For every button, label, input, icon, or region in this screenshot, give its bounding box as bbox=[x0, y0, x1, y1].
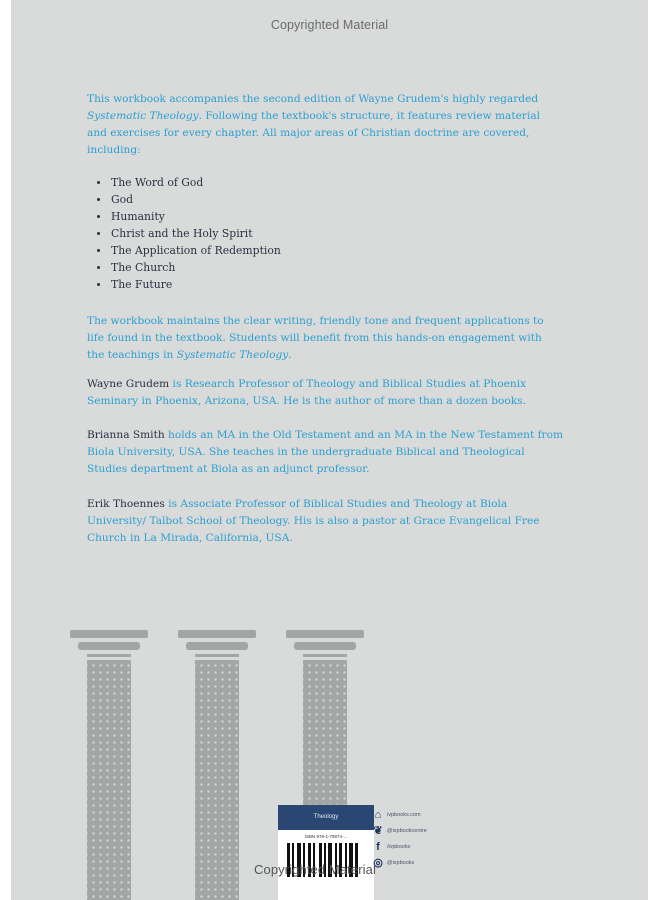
category-label: Theology bbox=[278, 805, 374, 830]
social-handle: @ivpbookcentre bbox=[387, 828, 427, 834]
author-bio-text: is Associate Professor of Biblical Studies and Theology at Biola University/ Talbot School of Theology. His is also a pastor at Grace Evangelical Free Church in La Mirada, California, USA. bbox=[87, 498, 540, 544]
author-bio bbox=[87, 427, 567, 478]
twitter-icon: ❦ bbox=[373, 825, 383, 837]
pillar-illustration bbox=[178, 630, 258, 900]
isbn-barcode-label bbox=[278, 805, 374, 900]
author-bio bbox=[87, 496, 567, 547]
isbn-number: ISBN 978-1-78974-... bbox=[304, 834, 348, 839]
closing-text-end: . bbox=[288, 349, 292, 361]
author-bio-text: holds an MA in the Old Testament and an MA in the New Testament from Biola University, USA. She teaches in the undergraduate Biblical and Theological Studies department at Biola as an adjunct professor. bbox=[87, 429, 563, 475]
pillar-shaft bbox=[195, 660, 239, 900]
pillar-shaft bbox=[87, 660, 131, 900]
social-facebook[interactable] bbox=[372, 839, 427, 855]
author-name: Brianna Smith bbox=[87, 429, 165, 441]
social-handle: ivpbooks.com bbox=[387, 812, 421, 818]
copyright-watermark-bottom: Copyrighted Material bbox=[254, 862, 376, 877]
copyright-watermark-top: Copyrighted Material bbox=[270, 18, 389, 32]
topic-item: The Future bbox=[97, 276, 281, 293]
intro-text-continued: . Following the textbook's structure, it features review material and exercises for every chapter. All major areas of Christian doctrine are covered, including: bbox=[87, 110, 541, 156]
topic-item: Humanity bbox=[97, 208, 281, 225]
social-handle: @ivpbooks bbox=[387, 860, 415, 866]
author-name: Wayne Grudem bbox=[87, 378, 170, 390]
pillar-capital-top bbox=[178, 630, 256, 638]
facebook-icon: f bbox=[376, 841, 380, 853]
closing-book-title: Systematic Theology bbox=[176, 349, 289, 361]
intro-text: This workbook accompanies the second edition of Wayne Grudem's highly regarded bbox=[87, 93, 539, 105]
instagram-icon: ◎ bbox=[373, 857, 383, 869]
social-website[interactable] bbox=[372, 807, 427, 823]
pillar-illustration bbox=[70, 630, 150, 900]
intro-book-title: Systematic Theology bbox=[87, 110, 199, 122]
intro-paragraph bbox=[87, 91, 557, 159]
social-handle: /ivpbooks bbox=[387, 844, 411, 850]
social-twitter[interactable] bbox=[372, 823, 427, 839]
pillar-capital-neck bbox=[303, 654, 347, 657]
pillar-capital-middle bbox=[78, 642, 140, 650]
topic-item: God bbox=[97, 191, 281, 208]
topic-item: The Church bbox=[97, 259, 281, 276]
closing-paragraph bbox=[87, 313, 557, 364]
pillar-capital-neck bbox=[195, 654, 239, 657]
pillar-capital-middle bbox=[186, 642, 248, 650]
pillar-capital-neck bbox=[87, 654, 131, 657]
topic-item: The Application of Redemption bbox=[97, 242, 281, 259]
topic-item: The Word of God bbox=[97, 174, 281, 191]
pillar-capital-top bbox=[70, 630, 148, 638]
author-name: Erik Thoennes bbox=[87, 498, 165, 510]
book-back-cover bbox=[11, 0, 648, 900]
website-icon: ⌂ bbox=[374, 809, 382, 821]
closing-text: The workbook maintains the clear writing, friendly tone and frequent applications to life found in the textbook. Students will benefit from this hands-on engagement with the teachings in bbox=[87, 315, 544, 361]
author-bio-text: is Research Professor of Theology and Biblical Studies at Phoenix Seminary in Phoenix, Arizona, USA. He is the author of more than a dozen books. bbox=[87, 378, 527, 407]
topic-item: Christ and the Holy Spirit bbox=[97, 225, 281, 242]
pillar-capital-top bbox=[286, 630, 364, 638]
topics-list bbox=[97, 174, 281, 293]
pillar-capital-middle bbox=[294, 642, 356, 650]
author-bio bbox=[87, 376, 567, 410]
